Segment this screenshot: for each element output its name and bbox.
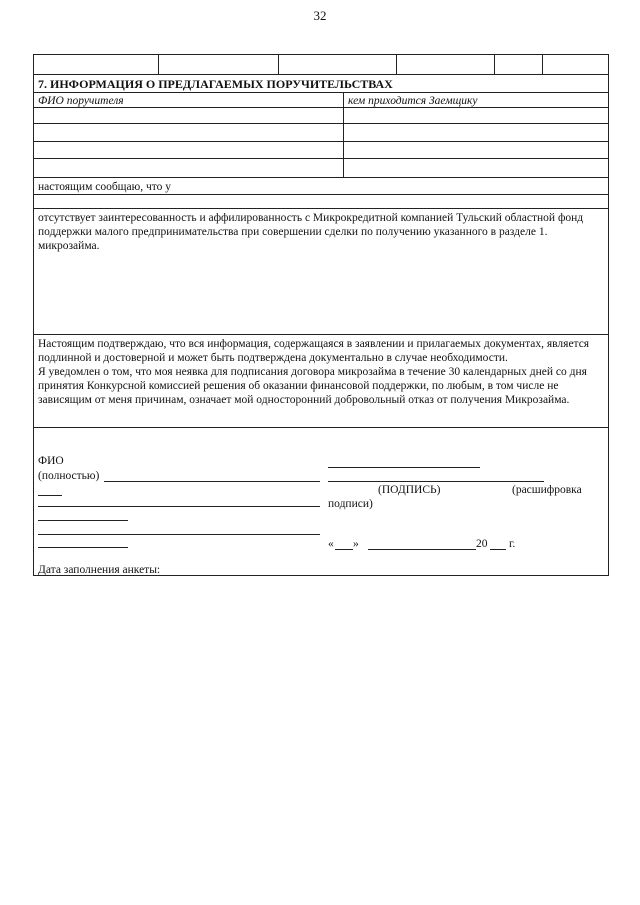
year-prefix: 20 — [476, 538, 488, 550]
table-divider — [278, 55, 279, 75]
date-quote-close: » — [353, 538, 359, 550]
table-divider — [158, 55, 159, 75]
day-field[interactable] — [335, 549, 353, 550]
notify-label: настоящим сообщаю, что у — [38, 181, 172, 193]
date-filled-label: Дата заполнения анкеты: — [38, 564, 161, 576]
decode-label-2: подписи) — [328, 498, 373, 510]
row-separator — [34, 194, 608, 195]
fio-field-line[interactable] — [104, 481, 320, 482]
fio-field-line[interactable] — [38, 547, 128, 548]
table-divider — [542, 55, 543, 75]
fio-field-line[interactable] — [38, 534, 320, 535]
fio-field-line[interactable] — [38, 495, 62, 496]
section-title: 7. ИНФОРМАЦИЯ О ПРЕДЛАГАЕМЫХ ПОРУЧИТЕЛЬСТВАХ — [38, 77, 393, 91]
fio-field-line[interactable] — [38, 506, 320, 507]
column-divider — [343, 92, 344, 178]
confirm-text: Настоящим подтверждаю, что вся информация, содержащаяся в заявлении и прилагаемых документах, является подлинной и достоверной и может быть подтверждена документально в случае необходимости. — [38, 338, 590, 364]
fio-full-label: (полностью) — [38, 470, 100, 482]
table-row — [34, 177, 608, 178]
fio-label: ФИО — [38, 455, 64, 467]
notice-text: Я уведомлен о том, что моя неявка для подписания договора микрозайма в течение 30 календарных дней со дня принятия Конкурсной комиссией решения об оказании финансовой поддержки, по любым, в том числе не зависящим от меня причинам, означает мой односторонний добровольный отказ от получения Микрозайма. — [38, 366, 587, 406]
signature-line[interactable] — [328, 467, 480, 468]
date-filled-line[interactable] — [162, 575, 602, 576]
row-separator — [34, 107, 608, 108]
date-quote-open: « — [328, 538, 334, 550]
table-divider — [494, 55, 495, 75]
table-row — [34, 158, 608, 159]
decode-label: (расшифровка — [512, 484, 582, 496]
row-separator — [34, 74, 608, 75]
signature-label: (ПОДПИСЬ) — [378, 484, 441, 496]
table-row — [34, 123, 608, 124]
row-separator — [34, 92, 608, 93]
no-interest-text: отсутствует заинтересованность и аффилированность с Микрокредитной компанией Тульский областной фонд поддержки малого предпринимательства при совершении сделки по получению указанного в разделе 1. микрозайма. — [38, 212, 584, 252]
table-row — [34, 141, 608, 142]
fio-field-line[interactable] — [38, 520, 128, 521]
year-field[interactable] — [490, 549, 506, 550]
form-frame — [33, 54, 609, 576]
row-separator — [34, 427, 608, 428]
row-separator — [34, 334, 608, 335]
signature-decode-line[interactable] — [328, 481, 544, 482]
row-separator — [34, 208, 608, 209]
year-suffix: г. — [509, 538, 516, 550]
table-divider — [396, 55, 397, 75]
page-number: 32 — [313, 8, 327, 23]
month-field[interactable] — [368, 549, 476, 550]
column-header-fio: ФИО поручителя — [38, 95, 124, 107]
column-header-relation: кем приходится Заемщику — [348, 95, 478, 107]
